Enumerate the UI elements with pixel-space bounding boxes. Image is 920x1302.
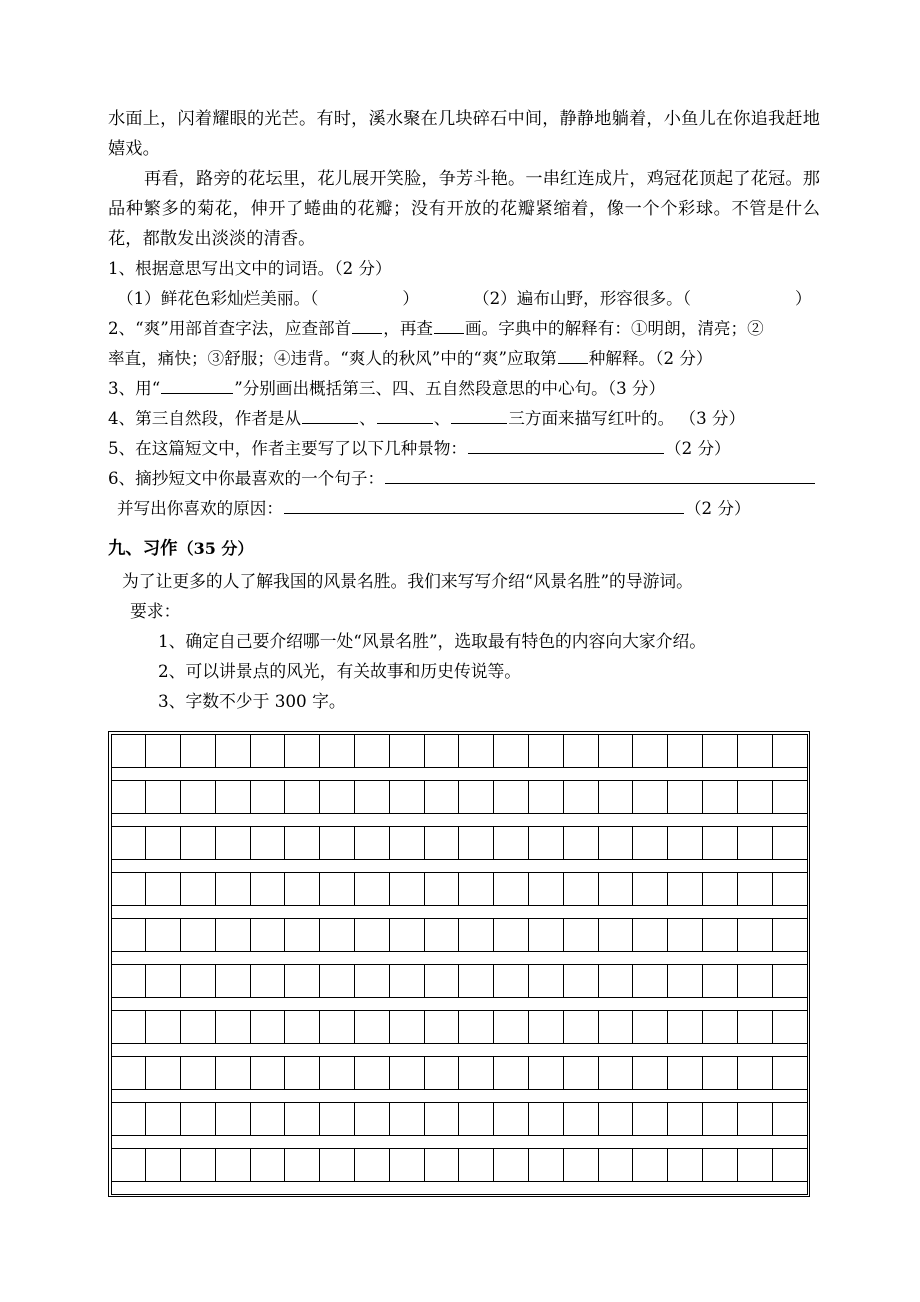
writing-grid-spacer-row <box>112 998 807 1011</box>
question-1 <box>108 254 820 284</box>
writing-grid-cell[interactable] <box>494 965 529 997</box>
writing-grid-cell[interactable] <box>251 1149 286 1181</box>
writing-grid-cell[interactable] <box>251 1011 286 1043</box>
writing-grid-cell[interactable] <box>564 735 599 767</box>
writing-grid-cell[interactable] <box>494 1011 529 1043</box>
writing-grid-cell[interactable] <box>425 919 460 951</box>
writing-grid-cell[interactable] <box>146 1057 181 1089</box>
writing-grid-cell[interactable] <box>633 919 668 951</box>
writing-grid-cell[interactable] <box>564 919 599 951</box>
writing-grid-cell[interactable] <box>738 873 773 905</box>
passage-paragraph-2: 再看，路旁的花坛里，花儿展开笑脸，争芳斗艳。一串红连成片，鸡冠花顶起了花冠。那品种繁多的菊花，伸开了蜷曲的花瓣；没有开放的花瓣紧缩着，像一个个彩球。不管是什么花，都散发出淡淡的清香。 <box>108 169 820 249</box>
answer-blank-2-meaning[interactable] <box>558 348 588 364</box>
writing-grid-cell[interactable] <box>633 827 668 859</box>
writing-grid-cell[interactable] <box>738 781 773 813</box>
writing-grid-cell[interactable] <box>564 1011 599 1043</box>
writing-grid-cell[interactable] <box>599 919 634 951</box>
writing-grid-cell[interactable] <box>216 827 251 859</box>
answer-blank-2-radical[interactable] <box>352 318 382 334</box>
writing-grid-cell[interactable] <box>285 919 320 951</box>
writing-grid-cell[interactable] <box>390 1149 425 1181</box>
writing-grid-cell[interactable] <box>112 919 147 951</box>
answer-blank-2-strokes[interactable] <box>434 318 464 334</box>
writing-grid-cell[interactable] <box>320 1103 355 1135</box>
writing-grid-cell[interactable] <box>738 919 773 951</box>
writing-grid-cell[interactable] <box>599 1011 634 1043</box>
writing-grid-cell[interactable] <box>599 1149 634 1181</box>
question-6-line-2 <box>108 494 820 524</box>
question-5 <box>108 434 820 464</box>
writing-grid-cell[interactable] <box>529 873 564 905</box>
writing-grid-cell[interactable] <box>216 919 251 951</box>
writing-grid-cell[interactable] <box>425 873 460 905</box>
question-1-sub-1-text: 鲜花色彩灿烂美丽。（ <box>160 289 319 308</box>
writing-grid-cell[interactable] <box>320 919 355 951</box>
writing-grid-cell[interactable] <box>773 735 807 767</box>
writing-grid-cell[interactable] <box>703 1103 738 1135</box>
writing-grid-cell[interactable] <box>390 1011 425 1043</box>
writing-grid-cell[interactable] <box>773 1011 807 1043</box>
writing-grid-cell[interactable] <box>355 735 390 767</box>
writing-grid-cell[interactable] <box>773 873 807 905</box>
writing-grid-cell[interactable] <box>216 781 251 813</box>
writing-grid-spacer-row <box>112 906 807 919</box>
writing-grid-cell[interactable] <box>112 1057 147 1089</box>
writing-grid-cell[interactable] <box>390 919 425 951</box>
writing-grid-cell[interactable] <box>390 1057 425 1089</box>
writing-grid-cell[interactable] <box>599 1103 634 1135</box>
writing-grid-cell[interactable] <box>390 827 425 859</box>
writing-grid-cell[interactable] <box>668 919 703 951</box>
writing-grid-cell[interactable] <box>355 827 390 859</box>
writing-grid-cell[interactable] <box>773 965 807 997</box>
writing-grid[interactable] <box>108 731 810 1197</box>
writing-grid-cell[interactable] <box>285 1057 320 1089</box>
writing-grid-row[interactable] <box>112 1103 807 1136</box>
answer-blank-5[interactable] <box>468 438 664 454</box>
writing-grid-cell[interactable] <box>320 1057 355 1089</box>
answer-blank-6-sentence[interactable] <box>385 468 815 484</box>
writing-grid-cell[interactable] <box>633 1057 668 1089</box>
writing-grid-cell[interactable] <box>564 1057 599 1089</box>
writing-grid-spacer-row <box>112 768 807 781</box>
writing-grid-spacer-row <box>112 1090 807 1103</box>
writing-grid-cell[interactable] <box>425 965 460 997</box>
question-2-text-e: 种解释。（2 分） <box>588 349 713 368</box>
answer-blank-3-mark[interactable] <box>161 378 233 394</box>
writing-grid-cell[interactable] <box>425 1103 460 1135</box>
writing-grid-cell[interactable] <box>425 1057 460 1089</box>
question-3 <box>108 374 820 404</box>
writing-grid-cell[interactable] <box>599 735 634 767</box>
writing-grid-cell[interactable] <box>181 873 216 905</box>
writing-grid-cell[interactable] <box>459 1057 494 1089</box>
question-1-stem: 根据意思写出文中的词语。（2 分） <box>135 259 392 278</box>
writing-grid-cell[interactable] <box>146 873 181 905</box>
writing-grid-cell[interactable] <box>181 919 216 951</box>
writing-grid-cell[interactable] <box>459 1149 494 1181</box>
writing-grid-cell[interactable] <box>112 1103 147 1135</box>
writing-grid-cell[interactable] <box>355 919 390 951</box>
question-6-text-a: 摘抄短文中你最喜欢的一个句子： <box>135 469 385 488</box>
writing-grid-cell[interactable] <box>773 781 807 813</box>
writing-grid-cell[interactable] <box>425 735 460 767</box>
writing-grid-cell[interactable] <box>494 873 529 905</box>
question-6-line-1 <box>108 464 820 494</box>
writing-grid-cell[interactable] <box>773 919 807 951</box>
question-1-sub-1-label: （1） <box>117 289 161 308</box>
writing-grid-cell[interactable] <box>285 873 320 905</box>
question-4-text-c: 、 <box>433 409 451 428</box>
writing-grid-cell[interactable] <box>494 735 529 767</box>
writing-grid-cell[interactable] <box>668 1149 703 1181</box>
writing-grid-cell[interactable] <box>494 1103 529 1135</box>
writing-grid-spacer-row <box>112 1136 807 1149</box>
writing-grid-spacer-row <box>112 1182 807 1194</box>
writing-grid-cell[interactable] <box>494 1057 529 1089</box>
requirement-item-3: 3、字数不少于 300 字。 <box>158 691 346 711</box>
writing-grid-cell[interactable] <box>355 1011 390 1043</box>
question-3-text-a: 用“ <box>135 379 161 398</box>
writing-grid-cell[interactable] <box>529 781 564 813</box>
writing-grid-cell[interactable] <box>251 781 286 813</box>
writing-grid-cell[interactable] <box>181 1149 216 1181</box>
writing-grid-cell[interactable] <box>633 965 668 997</box>
writing-grid-cell[interactable] <box>459 1011 494 1043</box>
writing-grid-spacer-row <box>112 1044 807 1057</box>
writing-grid-cell[interactable] <box>390 781 425 813</box>
writing-grid-cell[interactable] <box>112 827 147 859</box>
writing-grid-cell[interactable] <box>703 873 738 905</box>
writing-grid-spacer-row <box>112 814 807 827</box>
writing-grid-cell[interactable] <box>320 1011 355 1043</box>
writing-grid-cell[interactable] <box>599 781 634 813</box>
question-4-text-a: 第三自然段，作者是从 <box>135 409 302 428</box>
writing-grid-cell[interactable] <box>529 827 564 859</box>
writing-grid-cell[interactable] <box>459 919 494 951</box>
writing-grid-cell[interactable] <box>738 1149 773 1181</box>
composition-prompt: 为了让更多的人了解我国的风景名胜。我们来写写介绍“风景名胜”的导游词。 <box>122 571 693 591</box>
writing-grid-cell[interactable] <box>251 873 286 905</box>
writing-grid-cell[interactable] <box>633 873 668 905</box>
writing-grid-cell[interactable] <box>251 1057 286 1089</box>
question-1-sub-items <box>108 284 820 314</box>
writing-grid-cell[interactable] <box>459 965 494 997</box>
writing-grid-row[interactable] <box>112 781 807 814</box>
writing-grid-cell[interactable] <box>773 1149 807 1181</box>
writing-grid-cell[interactable] <box>633 781 668 813</box>
writing-grid-row[interactable] <box>112 1011 807 1044</box>
question-6-number: 6、 <box>108 469 136 488</box>
writing-grid-cell[interactable] <box>146 965 181 997</box>
writing-grid-cell[interactable] <box>285 735 320 767</box>
question-1-sub-2-close: ） <box>794 289 812 308</box>
writing-grid-row[interactable] <box>112 735 807 768</box>
writing-grid-cell[interactable] <box>112 965 147 997</box>
writing-grid-cell[interactable] <box>668 873 703 905</box>
writing-grid-cell[interactable] <box>773 827 807 859</box>
writing-grid-cell[interactable] <box>146 735 181 767</box>
writing-grid-cell[interactable] <box>599 873 634 905</box>
writing-grid-cell[interactable] <box>738 827 773 859</box>
question-1-sub-2-label: （2） <box>472 289 517 308</box>
writing-grid-cell[interactable] <box>112 1011 147 1043</box>
writing-grid-cell[interactable] <box>355 781 390 813</box>
question-1-number: 1、 <box>108 259 136 278</box>
writing-grid-cell[interactable] <box>285 781 320 813</box>
writing-grid-cell[interactable] <box>738 735 773 767</box>
writing-grid-row[interactable] <box>112 1057 807 1090</box>
writing-grid-cell[interactable] <box>633 1011 668 1043</box>
answer-blank-4-1[interactable] <box>302 408 358 424</box>
writing-grid-cell[interactable] <box>355 965 390 997</box>
writing-grid-cell[interactable] <box>738 965 773 997</box>
writing-grid-cell[interactable] <box>773 1057 807 1089</box>
writing-grid-cell[interactable] <box>668 827 703 859</box>
writing-grid-cell[interactable] <box>494 1149 529 1181</box>
answer-blank-6-reason[interactable] <box>284 498 684 514</box>
writing-grid-cell[interactable] <box>216 1011 251 1043</box>
question-4-number: 4、 <box>108 409 136 428</box>
writing-grid-cell[interactable] <box>285 965 320 997</box>
writing-grid-spacer-row <box>112 860 807 873</box>
writing-grid-cell[interactable] <box>285 827 320 859</box>
writing-grid-cell[interactable] <box>564 827 599 859</box>
question-2-text-a: “爽”用部首查字法，应查部首 <box>135 319 352 338</box>
writing-grid-cell[interactable] <box>216 965 251 997</box>
writing-grid-cell[interactable] <box>181 827 216 859</box>
writing-grid-cell[interactable] <box>773 1103 807 1135</box>
writing-grid-cell[interactable] <box>216 1057 251 1089</box>
writing-grid-cell[interactable] <box>146 1103 181 1135</box>
question-4 <box>108 404 820 434</box>
writing-grid-cell[interactable] <box>494 919 529 951</box>
writing-grid-cell[interactable] <box>146 781 181 813</box>
answer-blank-4-3[interactable] <box>451 408 507 424</box>
writing-grid-cell[interactable] <box>459 827 494 859</box>
question-2-number: 2、 <box>108 319 136 338</box>
writing-grid-cell[interactable] <box>355 873 390 905</box>
writing-grid-cell[interactable] <box>703 965 738 997</box>
writing-grid-cell[interactable] <box>181 781 216 813</box>
writing-grid-cell[interactable] <box>564 1149 599 1181</box>
writing-grid-cell[interactable] <box>390 965 425 997</box>
writing-grid-cell[interactable] <box>251 965 286 997</box>
writing-grid-cell[interactable] <box>112 873 147 905</box>
writing-grid-cell[interactable] <box>529 1057 564 1089</box>
writing-grid-cell[interactable] <box>738 1057 773 1089</box>
writing-grid-row[interactable] <box>112 965 807 998</box>
question-1-sub-2-text: 遍布山野，形容很多。（ <box>516 289 691 308</box>
writing-grid-cell[interactable] <box>425 1011 460 1043</box>
writing-grid-cell[interactable] <box>355 1057 390 1089</box>
writing-grid-cell[interactable] <box>146 1011 181 1043</box>
question-5-text-a: 在这篇短文中，作者主要写了以下几种景物： <box>135 439 468 458</box>
question-4-text-d: 三方面来描写红叶的。 （3 分） <box>508 409 746 428</box>
writing-grid-cell[interactable] <box>633 735 668 767</box>
writing-grid-cell[interactable] <box>599 1057 634 1089</box>
writing-grid-cell[interactable] <box>529 1011 564 1043</box>
writing-grid-cell[interactable] <box>738 1011 773 1043</box>
writing-grid-cell[interactable] <box>668 1011 703 1043</box>
writing-grid-cell[interactable] <box>181 1011 216 1043</box>
writing-grid-cell[interactable] <box>181 965 216 997</box>
question-2-text-d: 率直，痛快；③舒服；④违背。“爽人的秋风”中的“爽”应取第 <box>108 349 557 368</box>
question-2-line-2 <box>108 344 820 374</box>
writing-grid-cell[interactable] <box>668 965 703 997</box>
question-6-text-b: 并写出你喜欢的原因： <box>117 499 283 518</box>
writing-grid-cell[interactable] <box>285 1011 320 1043</box>
question-1-sub-1-close: ） <box>402 289 419 308</box>
writing-grid-cell[interactable] <box>355 1103 390 1135</box>
writing-grid-cell[interactable] <box>633 1149 668 1181</box>
writing-grid-cell[interactable] <box>390 735 425 767</box>
writing-grid-cell[interactable] <box>564 781 599 813</box>
writing-grid-cell[interactable] <box>668 735 703 767</box>
writing-grid-cell[interactable] <box>668 781 703 813</box>
writing-grid-cell[interactable] <box>251 1103 286 1135</box>
composition-section-heading <box>108 532 820 566</box>
writing-grid-cell[interactable] <box>181 1057 216 1089</box>
composition-heading-label: 九、习作 <box>108 539 178 559</box>
question-3-text-b: ”分别画出概括第三、四、五自然段意思的中心句。（3 分） <box>234 379 666 398</box>
writing-grid-cell[interactable] <box>668 1057 703 1089</box>
writing-grid-cell[interactable] <box>703 827 738 859</box>
writing-grid-cell[interactable] <box>564 1103 599 1135</box>
writing-grid-cell[interactable] <box>703 1011 738 1043</box>
writing-grid-cell[interactable] <box>459 781 494 813</box>
writing-grid-cell[interactable] <box>181 1103 216 1135</box>
writing-grid-cell[interactable] <box>320 827 355 859</box>
question-4-text-b: 、 <box>359 409 376 428</box>
writing-grid-cell[interactable] <box>425 827 460 859</box>
writing-grid-cell[interactable] <box>633 1103 668 1135</box>
writing-grid-cell[interactable] <box>703 1057 738 1089</box>
writing-grid-cell[interactable] <box>738 1103 773 1135</box>
writing-grid-cell[interactable] <box>564 873 599 905</box>
writing-grid-cell[interactable] <box>529 919 564 951</box>
writing-grid-cell[interactable] <box>216 1149 251 1181</box>
writing-grid-cell[interactable] <box>494 827 529 859</box>
question-6-text-c: （2 分） <box>684 499 751 518</box>
writing-grid-cell[interactable] <box>529 965 564 997</box>
writing-grid-row[interactable] <box>112 919 807 952</box>
writing-grid-cell[interactable] <box>112 1149 147 1181</box>
requirements-label: 要求： <box>130 601 181 621</box>
writing-grid-cell[interactable] <box>146 827 181 859</box>
question-2-text-c: 画。字典中的解释有：①明朗，清亮；② <box>465 319 764 338</box>
writing-grid-cell[interactable] <box>703 781 738 813</box>
question-2-text-b: ，再查 <box>383 319 434 338</box>
writing-grid-cell[interactable] <box>459 1103 494 1135</box>
writing-grid-cell[interactable] <box>599 827 634 859</box>
writing-grid-cell[interactable] <box>146 1149 181 1181</box>
writing-grid-cell[interactable] <box>320 735 355 767</box>
question-3-number: 3、 <box>108 379 136 398</box>
writing-grid-cell[interactable] <box>529 1149 564 1181</box>
writing-grid-cell[interactable] <box>285 1103 320 1135</box>
writing-grid-cell[interactable] <box>216 1103 251 1135</box>
writing-grid-cell[interactable] <box>668 1103 703 1135</box>
writing-grid-cell[interactable] <box>459 873 494 905</box>
passage-paragraph-1: 水面上，闪着耀眼的光芒。有时，溪水聚在几块碎石中间，静静地躺着，小鱼儿在你追我赶地嬉戏。 <box>108 109 820 159</box>
writing-grid-cell[interactable] <box>320 781 355 813</box>
writing-grid-cell[interactable] <box>459 735 494 767</box>
writing-grid-cell[interactable] <box>320 1149 355 1181</box>
writing-grid-cell[interactable] <box>703 735 738 767</box>
writing-grid-cell[interactable] <box>112 735 147 767</box>
writing-grid-row[interactable] <box>112 827 807 860</box>
writing-grid-cell[interactable] <box>251 827 286 859</box>
writing-grid-cell[interactable] <box>390 873 425 905</box>
writing-grid-cell[interactable] <box>285 1149 320 1181</box>
writing-grid-cell[interactable] <box>355 1149 390 1181</box>
answer-blank-4-2[interactable] <box>377 408 433 424</box>
writing-grid-cell[interactable] <box>216 735 251 767</box>
writing-grid-cell[interactable] <box>181 735 216 767</box>
writing-grid-row[interactable] <box>112 873 807 906</box>
question-2-line-1 <box>108 314 820 344</box>
writing-grid-cell[interactable] <box>320 873 355 905</box>
writing-grid-cell[interactable] <box>390 1103 425 1135</box>
writing-grid-cell[interactable] <box>146 919 181 951</box>
writing-grid-cell[interactable] <box>216 873 251 905</box>
writing-grid-cell[interactable] <box>529 735 564 767</box>
question-5-text-b: （2 分） <box>665 439 731 458</box>
writing-grid-cell[interactable] <box>112 781 147 813</box>
requirement-item-2: 2、可以讲景点的风光，有关故事和历史传说等。 <box>158 661 522 681</box>
writing-grid-cell[interactable] <box>425 781 460 813</box>
writing-grid-inner[interactable] <box>111 734 808 1195</box>
writing-grid-cell[interactable] <box>320 965 355 997</box>
writing-grid-cell[interactable] <box>564 965 599 997</box>
writing-grid-cell[interactable] <box>703 919 738 951</box>
writing-grid-cell[interactable] <box>703 1149 738 1181</box>
composition-heading-points: （35 分） <box>177 539 254 558</box>
writing-grid-cell[interactable] <box>425 1149 460 1181</box>
writing-grid-spacer-row <box>112 952 807 965</box>
requirement-item-1: 1、确定自己要介绍哪一处“风景名胜”，选取最有特色的内容向大家介绍。 <box>158 631 707 651</box>
writing-grid-row[interactable] <box>112 1149 807 1182</box>
writing-grid-cell[interactable] <box>599 965 634 997</box>
writing-grid-cell[interactable] <box>251 919 286 951</box>
writing-grid-cell[interactable] <box>529 1103 564 1135</box>
writing-grid-cell[interactable] <box>494 781 529 813</box>
question-5-number: 5、 <box>108 439 136 458</box>
writing-grid-cell[interactable] <box>251 735 286 767</box>
